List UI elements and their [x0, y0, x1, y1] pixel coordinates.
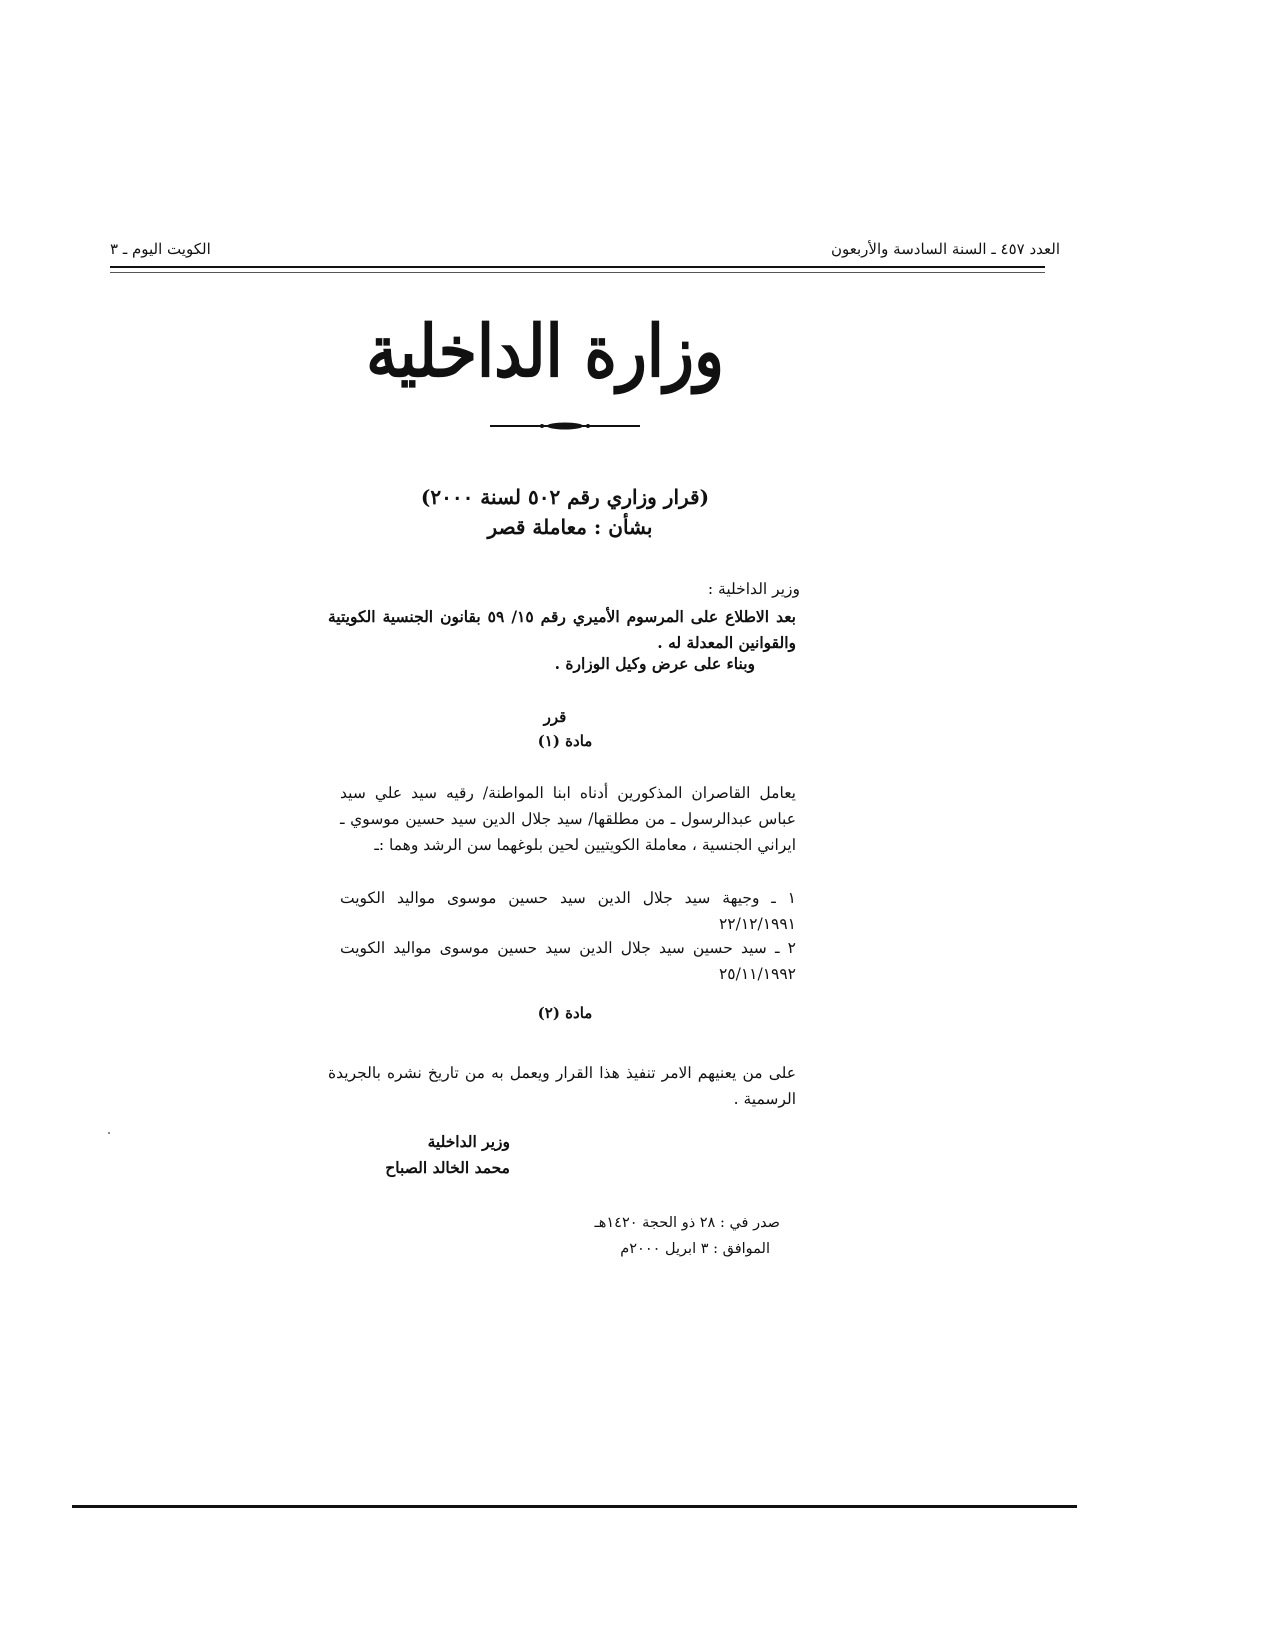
preamble-minister: وزير الداخلية :	[707, 580, 800, 598]
signature-title: وزير الداخلية	[427, 1132, 510, 1151]
decision-subject: بشأن : معاملة قصر	[487, 515, 653, 539]
preamble-based: وبناء على عرض وكيل الوزارة .	[554, 654, 755, 673]
header-gazette: الكويت اليوم ـ ٣	[110, 240, 211, 258]
header-issue: العدد ٤٥٧ ـ السنة السادسة والأربعون	[831, 240, 1060, 258]
decided-label: قرر	[543, 708, 567, 726]
article-2-body: على من يعنيهم الامر تنفيذ هذا القرار ويعمل به من تاريخ نشره بالجريدة الرسمية .	[328, 1064, 796, 1108]
signature-name: محمد الخالد الصباح	[385, 1158, 510, 1177]
list-item: ١ ـ وجيهة سيد جلال الدين سيد حسين موسوى مواليد الكويت ٢٢/١٢/١٩٩١	[340, 889, 796, 933]
article-2-heading: مادة (٢)	[537, 1004, 593, 1022]
decision-title: (قرار وزاري رقم ٥٠٢ لسنة ٢٠٠٠)	[420, 485, 710, 509]
header-rule-thin	[110, 272, 1045, 273]
issued-date: صدر في : ٢٨ ذو الحجة ١٤٢٠هـ	[594, 1215, 780, 1231]
article-1-heading: مادة (١)	[537, 732, 593, 750]
ministry-title: وزارة الداخلية	[366, 309, 724, 394]
list-item: ٢ ـ سيد حسين سيد جلال الدين سيد حسين موسوى مواليد الكويت ٢٥/١١/١٩٩٢	[340, 939, 796, 983]
footer-rule	[72, 1505, 1077, 1508]
header-rule	[110, 266, 1045, 268]
ornament-divider	[490, 420, 640, 432]
article-1-body: يعامل القاصران المذكورين أدناه ابنا المواطنة/ رقيه سيد علي سيد عباس عبدالرسول ـ من مطلقها/ سيد جلال الدين سيد حسين موسوي ـ ايراني الجنسية ، معاملة الكويتيين لحين بلوغهما سن الرشد وهما :ـ	[340, 784, 796, 854]
scan-speck	[108, 1132, 110, 1134]
preamble-text: بعد الاطلاع على المرسوم الأميري رقم ١٥/ ٥٩ بقانون الجنسية الكويتية والقوانين المعدلة له .	[328, 607, 796, 652]
corresponding-date: الموافق : ٣ ابريل ٢٠٠٠م	[620, 1241, 770, 1257]
